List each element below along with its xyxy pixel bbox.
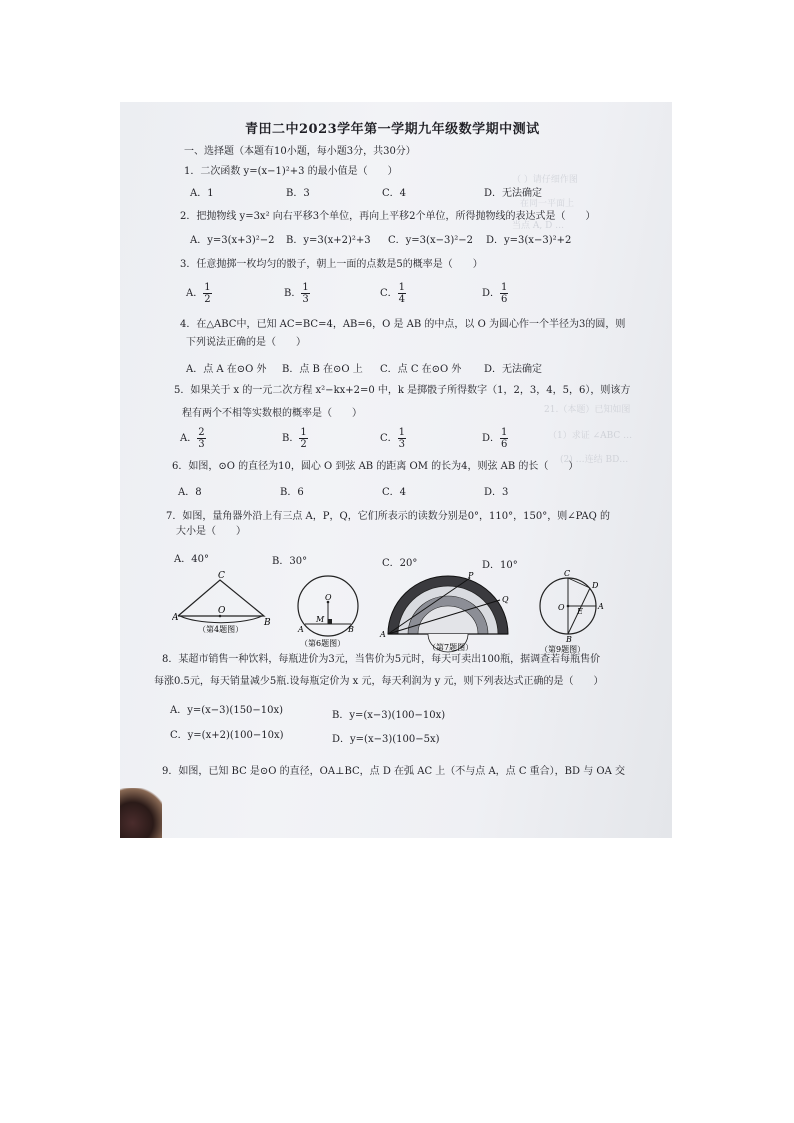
label-C: C — [218, 571, 225, 581]
label-P: P — [468, 572, 474, 580]
q5-option-c: C． $\frac{1}{3}$ — [380, 427, 406, 450]
label-D: D — [592, 581, 599, 590]
q1-stem: 1．二次函数 y=(x−1)²+3 的最小值是（ ） — [184, 166, 398, 177]
section-heading: 一、选择题（本题有10小题，每小题3分，共30分） — [184, 146, 416, 157]
label-O: O — [558, 603, 565, 612]
q2-option-c: C．y=3(x−3)²−2 — [388, 235, 473, 246]
q4-option-b: B．点 B 在⊙O 上 — [282, 364, 363, 375]
q4-option-c: C．点 C 在⊙O 外 — [380, 364, 462, 375]
q7-option-b: B．30° — [272, 556, 308, 567]
q6-option-c: C．4 — [382, 487, 407, 498]
label-B: B — [264, 618, 271, 628]
label-A: A — [598, 602, 604, 611]
q5-option-b: B． $\frac{1}{2}$ — [282, 427, 307, 450]
caption-fig6: （第6题图） — [300, 639, 346, 648]
q7-stem-line1: 7．如图，量角器外沿上有三点 A，P，Q，它们所表示的读数分别是0°，110°，150°，则∠PAQ 的 — [166, 511, 611, 522]
q1-option-d: D．无法确定 — [484, 188, 543, 199]
q1-option-c: C．4 — [382, 188, 407, 199]
q4-option-d: D．无法确定 — [484, 364, 543, 375]
q3-option-c: C． $\frac{1}{4}$ — [380, 282, 406, 305]
caption-fig7: （第7题图） — [428, 643, 474, 652]
label-B: B — [348, 625, 354, 634]
q4-stem-line2: 下列说法正确的是（ ） — [186, 337, 306, 348]
q3-option-a: A． $\frac{1}{2}$ — [186, 282, 211, 305]
q5-stem-line2: 程有两个不相等实数根的概率是（ ） — [182, 408, 362, 419]
q6-option-a: A．8 — [178, 487, 202, 498]
q4-stem-line1: 4．在△ABC中，已知 AC=BC=4，AB=6，O 是 AB 的中点，以 O 为圆心作一个半径为3的圆，则 — [180, 319, 626, 330]
exam-title: 青田二中2023学年第一学期九年级数学期中测试 — [245, 122, 540, 137]
corner-shadow — [120, 788, 162, 838]
q2-option-d: D．y=3(x−3)²+2 — [486, 235, 572, 246]
q7-option-d: D．10° — [482, 560, 518, 571]
q8-option-b: B．y=(x−3)(100−10x) — [332, 710, 446, 721]
q7-option-a: A．40° — [174, 554, 209, 565]
exam-paper-photo: （ ）请仔细作图 在同一平面上 当点 A, D … 21.（本题）已知如图 （1）求证 ∠ABC … (2) …连结 BD… 青田二中2023学年第一学期九年级数学期中测试 一、选择题（本题有10小题，每小题3分，共30分） 1．二次函数 y=(x−1)²+3 的最小值是（ ） A．1 B．3 C．4 D．无法确定 2．把抛物线 y=3x² 向右平移3个单位，再向上平移2个单位，所得抛物线的表达式是（ ） A．y=3(x+3)²−2 B．y=3(x+2)²+3 C．y=3(x−3)²−2 D．y=3(x−3)²+2 3．任意抛掷一枚均匀的骰子，朝上一面的点数是5的概率是（ ） A． $\frac{1}{2}$ B． $\frac{1}{3}$ C． $\frac{1}{4}$ D． $\frac{1}{6}$ 4．在△ABC中，已知 AC=BC=4，AB=6，O 是 AB 的中点，以 O 为圆心作一个半径为3的圆，则 下列说法正确的是（ ） A．点 A 在⊙O 外 B．点 B 在⊙O 上 C．点 C 在⊙O 外 D．无法确定 5．如果关于 x 的一元二次方程 x²−kx+2=0 中，k 是掷骰子所得数字（1，2，3，4，5，6），则该方 程有两个不相等实数根的概率是（ ） A． $\frac{2}{3}$ B． $\frac{1}{2}$ C． $\frac{1}{3}$ D． $\frac{1}{6}$ 6．如图，⊙O 的直径为10，圆心 O 到弦 AB 的距离 OM 的长为4，则弦 AB 的长（ ） A．8 B．6 C．4 D．3 7．如图，量角器外沿上有三点 A，P，Q，它们所表示的读数分别是0°，110°，150°，则∠PAQ 的 大小是（ ） A．40° B．30° C．20° D．10° C A O B （第4题图） O A M B （第6题图） P Q A （第7题图） C D O E A B （第9题图） 8．某超市销售一种饮料，每瓶进价为3元，当售价为5元时，每天可卖出100瓶，据调查若每瓶售价 每涨0.5元，每天销量减少5瓶.设每瓶定价为 x 元，每天利润为 y 元，则下列表达式正确的是（ ） A．y=(x−3)(150−10x) B．y=(x−3)(100−10x) C．y=(x+2)(100−10x) D．y=(x−3)(100−5x) 9．如图，已知 BC 是⊙O 的直径，OA⊥BC，点 D 在弧 AC 上（不与点 A，点 C 重合），BD 与 OA 交 — [120, 102, 672, 838]
q2-option-b: B．y=3(x+2)²+3 — [286, 235, 371, 246]
q3-stem: 3．任意抛掷一枚均匀的骰子，朝上一面的点数是5的概率是（ ） — [180, 259, 483, 270]
figure-q9-circle — [532, 568, 608, 656]
q1-option-b: B．3 — [286, 188, 310, 199]
q5-option-d: D． $\frac{1}{6}$ — [482, 427, 508, 450]
label-E: E — [577, 607, 583, 616]
q6-option-d: D．3 — [484, 487, 509, 498]
q5-option-a: A． $\frac{2}{3}$ — [180, 427, 205, 450]
label-O: O — [325, 593, 332, 602]
q5-stem-line1: 5．如果关于 x 的一元二次方程 x²−kx+2=0 中，k 是掷骰子所得数字（1，2，3，4，5，6），则该方 — [174, 385, 631, 396]
q3-option-b: B． $\frac{1}{3}$ — [284, 282, 309, 305]
q7-stem-line2: 大小是（ ） — [176, 526, 246, 537]
q6-stem: 6．如图，⊙O 的直径为10，圆心 O 到弦 AB 的距离 OM 的长为4，则弦 AB 的长（ ） — [172, 461, 579, 472]
q8-option-a: A．y=(x−3)(150−10x) — [170, 705, 284, 716]
q1-option-a: A．1 — [190, 188, 214, 199]
q8-stem-line2: 每涨0.5元，每天销量减少5瓶.设每瓶定价为 x 元，每天利润为 y 元，则下列表达式正确的是（ ） — [154, 676, 604, 687]
q4-option-a: A．点 A 在⊙O 外 — [186, 364, 267, 375]
caption-fig9: （第9题图） — [540, 645, 586, 654]
label-B: B — [566, 635, 572, 644]
q8-option-d: D．y=(x−3)(100−5x) — [332, 734, 440, 745]
q9-stem: 9．如图，已知 BC 是⊙O 的直径，OA⊥BC，点 D 在弧 AC 上（不与点 A，点 C 重合），BD 与 OA 交 — [162, 766, 626, 777]
q2-option-a: A．y=3(x+3)²−2 — [190, 235, 275, 246]
q6-option-b: B．6 — [280, 487, 304, 498]
label-C: C — [564, 569, 571, 578]
q8-stem-line1: 8．某超市销售一种饮料，每瓶进价为3元，当售价为5元时，每天可卖出100瓶，据调查若每瓶售价 — [162, 654, 601, 665]
label-Q: Q — [502, 595, 509, 604]
q3-option-d: D． $\frac{1}{6}$ — [482, 282, 508, 305]
label-A: A — [380, 630, 386, 639]
figure-q4-triangle — [172, 570, 272, 636]
label-A: A — [298, 625, 304, 634]
q8-option-c: C．y=(x+2)(100−10x) — [170, 730, 284, 741]
figure-q6-circle — [292, 574, 366, 654]
q2-stem: 2．把抛物线 y=3x² 向右平移3个单位，再向上平移2个单位，所得抛物线的表达式是（ ） — [180, 211, 596, 222]
q7-option-c: C．20° — [382, 558, 418, 569]
label-O: O — [218, 606, 226, 616]
figure-q7-protractor — [378, 572, 520, 654]
label-A: A — [172, 613, 179, 623]
label-M: M — [316, 615, 325, 624]
caption-fig4: （第4题图） — [198, 625, 244, 634]
